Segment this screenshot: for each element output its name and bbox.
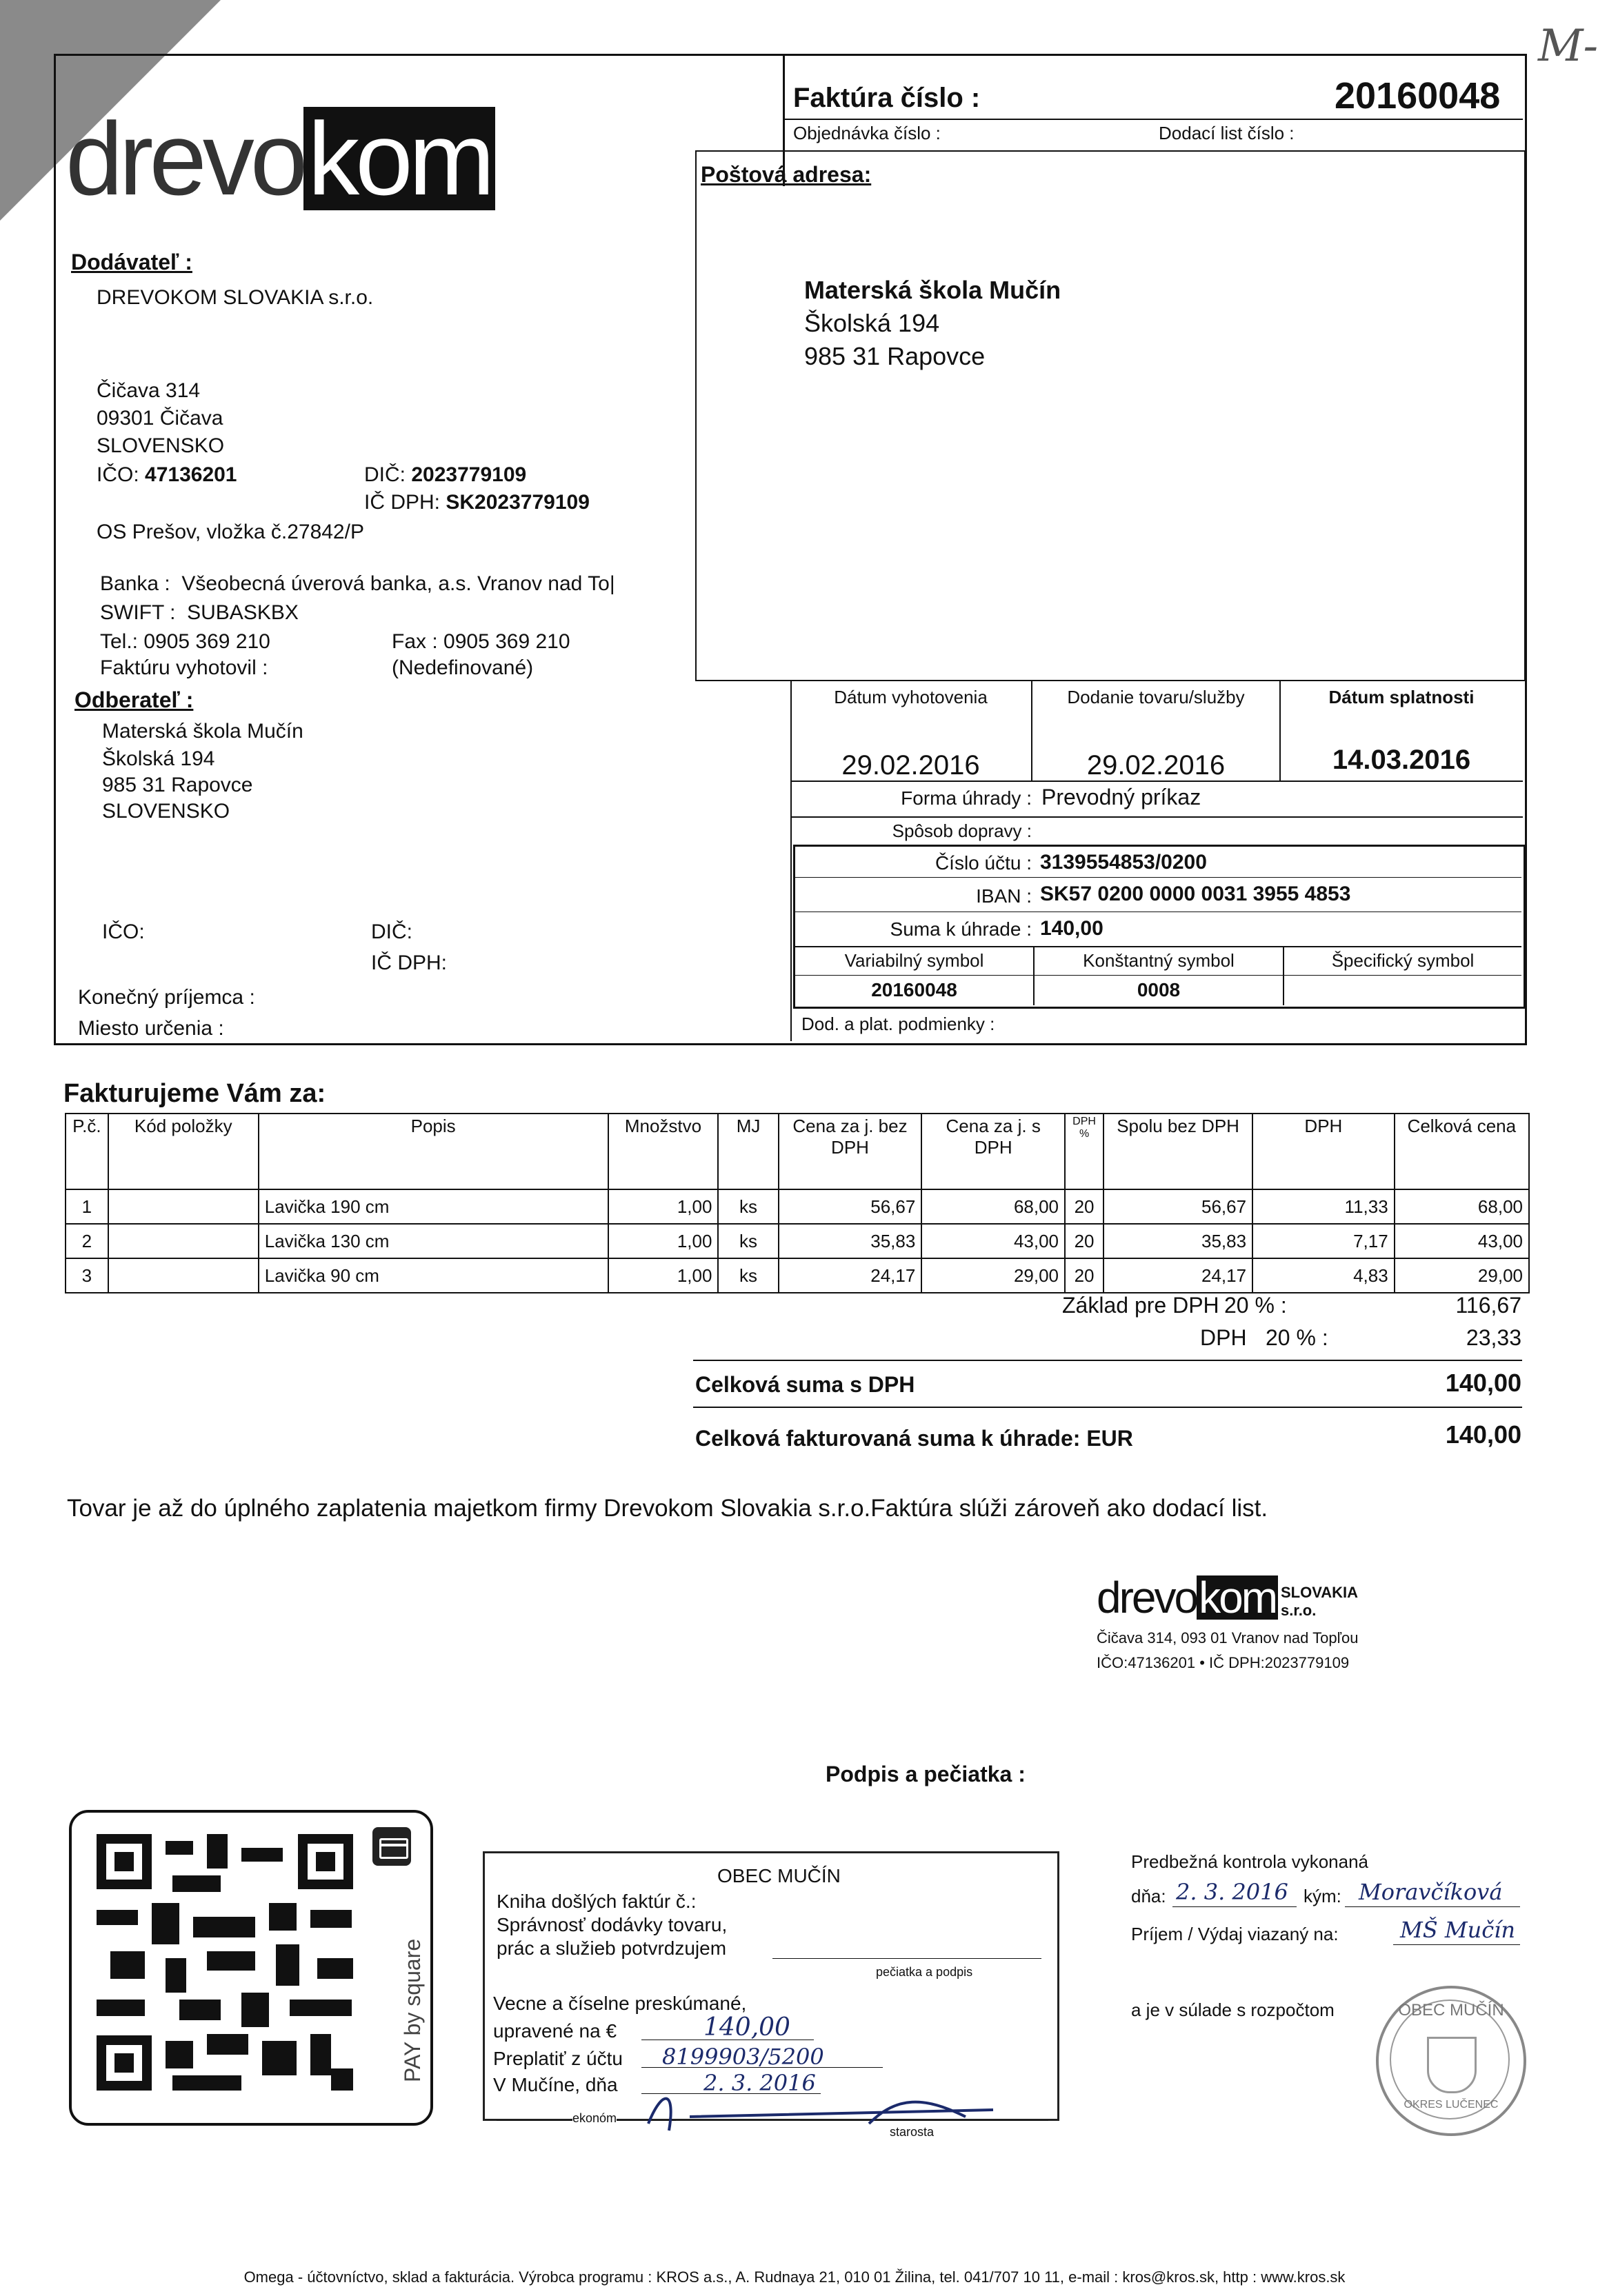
issue-date: 29.02.2016 <box>841 750 980 781</box>
iban: SK57 0200 0000 0031 3955 4853 <box>1040 883 1351 905</box>
obec-stamp-line6: Preplatiť z účtu <box>493 2048 623 2069</box>
col-header: Cena za j. s DPH <box>921 1114 1065 1189</box>
supplier-icdph: IČ DPH: SK2023779109 <box>364 491 590 514</box>
control-income: MŠ Mučín <box>1400 1917 1515 1943</box>
delivery-note-label: Dodací list číslo : <box>1159 123 1295 143</box>
order-number-label: Objednávka číslo : <box>793 123 941 143</box>
delivery-date-label: Dodanie tovaru/služby <box>1067 687 1245 707</box>
vat-base-value: 116,67 <box>1455 1293 1521 1318</box>
supplier-title: Dodávateľ : <box>71 250 192 274</box>
vat-base-label: Základ pre DPH <box>1062 1293 1219 1318</box>
supplier-swift: SWIFT : SUBASKBX <box>100 601 299 624</box>
control-by: Moravčíková <box>1359 1879 1503 1905</box>
obec-stamp-title: OBEC MUČÍN <box>717 1865 841 1886</box>
items-title: Fakturujeme Vám za: <box>63 1079 326 1108</box>
vat-rate: 20 % : <box>1266 1325 1328 1350</box>
control-date: 2. 3. 2016 <box>1176 1879 1288 1905</box>
due-date-label: Dátum splatnosti <box>1328 687 1475 707</box>
supplier-city: 09301 Čičava <box>97 407 223 430</box>
obec-stamp-line2: Správnosť dodávky tovaru, <box>497 1914 728 1935</box>
vat-base-rate: 20 % : <box>1224 1293 1287 1318</box>
obec-stamp-line1: Kniha došlých faktúr č.: <box>497 1891 697 1912</box>
terms-label: Dod. a plat. podmienky : <box>801 1014 995 1034</box>
table-row: 1 Lavička 190 cm 1,00 ks 56,67 68,00 20 56,67 11,33 68,00 <box>66 1189 1529 1224</box>
control-budget: a je v súlade s rozpočtom <box>1131 2000 1335 2020</box>
invoiced-total-label: Celková fakturovaná suma k úhrade: EUR <box>695 1426 1133 1451</box>
table-row: 3 Lavička 90 cm 1,00 ks 24,17 29,00 20 24,17 4,83 29,00 <box>66 1258 1529 1293</box>
supplier-street: Čičava 314 <box>97 379 201 402</box>
ss-label: Špecifický symbol <box>1331 950 1475 971</box>
account-number: 3139554853/0200 <box>1040 851 1207 874</box>
obec-stamp-account: 8199903/5200 <box>662 2044 824 2070</box>
col-header: DPH <box>1252 1114 1395 1189</box>
col-header: MJ <box>718 1114 778 1189</box>
ks-label: Konštantný symbol <box>1083 950 1235 971</box>
col-header: Spolu bez DPH <box>1103 1114 1252 1189</box>
col-header: Cena za j. bez DPH <box>779 1114 922 1189</box>
supplier-bank: Banka : Všeobecná úverová banka, a.s. Vranov nad To| <box>100 572 615 595</box>
footer-text: Omega - účtovníctvo, sklad a fakturácia. Výrobca programu : KROS a.s., A. Rudnaya 21, 010 01 Žilina, tel. 041/707 10 11, e-mail : kros@kros.sk, http : www.kros.sk <box>243 2268 1346 2286</box>
supplier-dic: DIČ: 2023779109 <box>364 463 527 486</box>
supplier-tel: Tel.: 0905 369 210 <box>100 630 270 653</box>
drevokom-logo: drevo kom <box>66 66 495 210</box>
obec-stamp-sig-label: pečiatka a podpis <box>876 1965 973 1979</box>
signature-scribble <box>607 2082 1062 2137</box>
postal-address-title: Poštová adresa: <box>701 162 872 187</box>
issued-by-value: (Nedefinované) <box>392 656 534 679</box>
obec-stamp-date: 2. 3. 2016 <box>703 2070 816 2096</box>
issued-by-label: Faktúru vyhotovil : <box>100 656 268 679</box>
sum-label: Suma k úhrade : <box>890 918 1032 940</box>
obec-stamp-line7: V Mučíne, dňa <box>493 2074 618 2095</box>
col-header: Popis <box>259 1114 608 1189</box>
col-header: Celková cena <box>1395 1114 1529 1189</box>
ownership-note: Tovar je až do úplného zaplatenia majetkom firmy Drevokom Slovakia s.r.o.Faktúra slúži zároveň ako dodací list. <box>67 1495 1268 1522</box>
customer-country: SLOVENSKO <box>102 800 230 823</box>
payment-method-label: Forma úhrady : <box>901 787 1032 809</box>
supplier-ico: IČO: 47136201 <box>97 463 237 486</box>
sum-value: 140,00 <box>1040 917 1103 940</box>
customer-dic-label: DIČ: <box>371 920 412 943</box>
card-icon <box>372 1827 411 1866</box>
customer-title: Odberateľ : <box>74 687 194 712</box>
vs-value: 20160048 <box>871 979 957 1000</box>
municipality-round-stamp: OBEC MUČÍN OKRES LUČENEC <box>1376 1986 1526 2136</box>
control-by-label: kým: <box>1304 1886 1341 1906</box>
vs-label: Variabilný symbol <box>844 950 984 971</box>
col-header: P.č. <box>66 1114 108 1189</box>
issue-date-label: Dátum vyhotovenia <box>834 687 988 707</box>
postal-address-box <box>695 150 1526 681</box>
company-stamp: drevo kom SLOVAKIA s.r.o. Čičava 314, 093 01 Vranov nad Topľou IČO:47136201 • IČ DPH:2023779109 <box>1097 1573 1359 1671</box>
due-date: 14.03.2016 <box>1332 745 1471 775</box>
supplier-country: SLOVENSKO <box>97 434 225 457</box>
vat-label: DPH <box>1200 1325 1247 1350</box>
col-header: Množstvo <box>608 1114 719 1189</box>
signature-label: Podpis a pečiatka : <box>826 1762 1026 1786</box>
control-income-label: Príjem / Výdaj viazaný na: <box>1131 1924 1339 1944</box>
vat-value: 23,33 <box>1466 1325 1521 1350</box>
obec-stamp-starosta: starosta <box>890 2125 935 2139</box>
items-table <box>65 1113 1530 1293</box>
supplier-fax: Fax : 0905 369 210 <box>392 630 570 653</box>
control-title: Predbežná kontrola vykonaná <box>1131 1851 1369 1872</box>
ks-value: 0008 <box>1137 979 1181 1000</box>
invoice-number: 20160048 <box>1335 75 1501 117</box>
total-with-vat: 140,00 <box>1445 1369 1521 1397</box>
postal-street: Školská 194 <box>804 309 940 337</box>
customer-city: 985 31 Rapovce <box>102 774 253 796</box>
table-row: 2 Lavička 130 cm 1,00 ks 35,83 43,00 20 35,83 7,17 43,00 <box>66 1224 1529 1258</box>
delivery-date: 29.02.2016 <box>1086 750 1226 781</box>
account-label: Číslo účtu : <box>935 852 1032 874</box>
total-with-vat-label: Celková suma s DPH <box>695 1372 915 1397</box>
col-header: Kód položky <box>108 1114 259 1189</box>
control-date-label: dňa: <box>1131 1886 1166 1906</box>
obec-stamp-line4: Vecne a číselne preskúmané, <box>493 1993 747 2014</box>
shipping-label: Spôsob dopravy : <box>892 820 1032 841</box>
postal-name: Materská škola Mučín <box>804 276 1061 304</box>
customer-icdph-label: IČ DPH: <box>371 951 448 974</box>
customer-name: Materská škola Mučín <box>102 720 303 743</box>
col-header: DPH % <box>1065 1114 1103 1189</box>
obec-stamp-line3: prác a služieb potvrdzujem <box>497 1937 727 1959</box>
destination-label: Miesto určenia : <box>78 1017 224 1040</box>
pay-by-square-label: PAY by square <box>400 1938 425 2082</box>
postal-city: 985 31 Rapovce <box>804 342 986 370</box>
qr-code <box>97 1834 353 2091</box>
coat-of-arms-icon <box>1427 2037 1477 2093</box>
customer-ico-label: IČO: <box>102 920 145 943</box>
invoice-label: Faktúra číslo : <box>793 83 981 113</box>
iban-label: IBAN : <box>976 885 1032 907</box>
invoiced-total: 140,00 <box>1445 1420 1521 1449</box>
supplier-name: DREVOKOM SLOVAKIA s.r.o. <box>97 286 374 309</box>
obec-stamp-ekonom: ekonóm <box>572 2111 617 2125</box>
supplier-register: OS Prešov, vložka č.27842/P <box>97 521 364 543</box>
payment-method: Prevodný príkaz <box>1041 785 1201 809</box>
corner-handwritten-mark: M- <box>1538 21 1598 72</box>
obec-stamp-line5: upravené na € <box>493 2020 617 2042</box>
obec-stamp-amount: 140,00 <box>703 2013 790 2042</box>
customer-street: Školská 194 <box>102 747 215 770</box>
final-recipient-label: Konečný príjemca : <box>78 986 255 1009</box>
